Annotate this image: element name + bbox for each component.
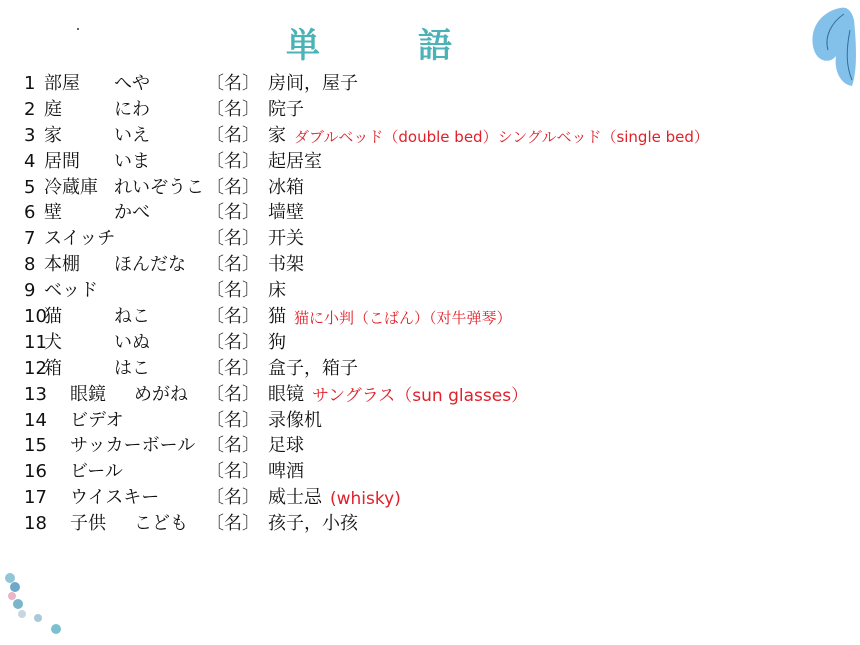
- vocab-row: [24, 97, 824, 123]
- vocab-row: [24, 511, 824, 537]
- vocab-meaning: 眼镜: [268, 383, 304, 405]
- vocab-part-of-speech: 〔名〕: [206, 73, 260, 94]
- vocab-part-of-speech: 〔名〕: [206, 487, 260, 509]
- vocab-word: 壁: [44, 202, 62, 224]
- vocab-word: スイッチ: [44, 228, 116, 250]
- vocab-word: 猫: [44, 306, 62, 328]
- vocab-meaning: 狗: [268, 331, 286, 353]
- vocab-reading: へや: [114, 73, 150, 94]
- vocab-row: [24, 485, 824, 511]
- vocab-row: [24, 330, 824, 356]
- vocab-number: 18: [24, 513, 47, 535]
- vocab-row: [24, 459, 824, 485]
- vocab-meaning: 书架: [268, 254, 304, 276]
- vocab-word: ビデオ: [70, 409, 124, 431]
- vocab-row: [24, 278, 824, 304]
- vocab-number: 3: [24, 124, 36, 146]
- vocab-word: 犬: [44, 331, 62, 353]
- vocab-word: 子供: [70, 513, 106, 535]
- vocab-meaning: 起居室: [268, 150, 322, 172]
- vocab-number: 10: [24, 306, 47, 328]
- page-title-right: 語: [418, 26, 452, 66]
- vocab-reading: かべ: [114, 202, 150, 224]
- vocab-row: [24, 433, 824, 459]
- vocab-word: ビール: [70, 461, 123, 483]
- vocab-number: 11: [24, 331, 47, 353]
- vocab-reading: いえ: [114, 124, 150, 146]
- vocab-note: (whisky): [330, 489, 401, 510]
- vocab-number: 13: [24, 383, 47, 405]
- vocab-reading: いぬ: [114, 331, 150, 353]
- vocab-word: 眼鏡: [70, 383, 106, 405]
- vocab-word: 居間: [44, 150, 80, 172]
- vocab-row: [24, 252, 824, 278]
- vocab-word: サッカーボール: [70, 435, 196, 457]
- vocab-reading: はこ: [114, 357, 150, 379]
- vocab-part-of-speech: 〔名〕: [206, 461, 260, 483]
- vocab-note: ダブルベッド（double bed）シングルベッド（single bed）: [294, 127, 709, 146]
- vocab-meaning: 床: [268, 280, 286, 302]
- vocab-number: 12: [24, 357, 47, 379]
- vocab-row: [24, 226, 824, 252]
- vocab-number: 17: [24, 487, 47, 509]
- vocab-part-of-speech: 〔名〕: [206, 357, 260, 379]
- vocab-word: ベッド: [44, 280, 98, 302]
- vocab-meaning: 猫: [268, 306, 286, 328]
- vocab-meaning: 啤酒: [268, 461, 304, 483]
- vocab-number: 6: [24, 202, 36, 224]
- vocab-meaning: 院子: [268, 98, 304, 120]
- vocab-part-of-speech: 〔名〕: [206, 228, 260, 250]
- vocab-part-of-speech: 〔名〕: [206, 98, 260, 120]
- vocab-meaning: 冰箱: [268, 176, 304, 198]
- vocab-word: 庭: [44, 98, 62, 120]
- vocab-reading: めがね: [134, 383, 188, 405]
- vocab-reading: れいぞうこ: [114, 176, 204, 198]
- vocab-word: 部屋: [44, 73, 80, 94]
- vocab-meaning: 家: [268, 124, 286, 146]
- vocab-note: サングラス（sun glasses）: [312, 385, 529, 406]
- vocab-number: 16: [24, 461, 47, 483]
- vocab-row: [24, 175, 824, 201]
- vocab-part-of-speech: 〔名〕: [206, 280, 260, 302]
- vocab-part-of-speech: 〔名〕: [206, 124, 260, 146]
- vocab-row: [24, 304, 824, 330]
- vocab-meaning: 盒子，箱子: [268, 357, 358, 379]
- vocabulary-list: [24, 71, 824, 537]
- vocab-number: 4: [24, 150, 36, 172]
- decorative-dot: [77, 28, 79, 30]
- vocab-row: [24, 123, 824, 149]
- vocab-part-of-speech: 〔名〕: [206, 306, 260, 328]
- decorative-beads-icon: [0, 570, 80, 645]
- vocab-reading: ねこ: [114, 306, 150, 328]
- vocab-word: 箱: [44, 357, 62, 379]
- vocab-number: 7: [24, 228, 36, 250]
- vocab-part-of-speech: 〔名〕: [206, 150, 260, 172]
- vocab-part-of-speech: 〔名〕: [206, 435, 260, 457]
- vocab-part-of-speech: 〔名〕: [206, 202, 260, 224]
- vocab-word: ウイスキー: [70, 487, 160, 509]
- vocab-part-of-speech: 〔名〕: [206, 513, 260, 535]
- vocab-meaning: 墙壁: [268, 202, 304, 224]
- vocab-part-of-speech: 〔名〕: [206, 383, 260, 405]
- vocab-number: 9: [24, 280, 36, 302]
- vocab-meaning: 孩子，小孩: [268, 513, 358, 535]
- vocab-part-of-speech: 〔名〕: [206, 331, 260, 353]
- vocab-row: [24, 149, 824, 175]
- vocab-reading: ほんだな: [114, 254, 186, 276]
- vocab-meaning: 足球: [268, 435, 304, 457]
- vocab-meaning: 录像机: [268, 409, 322, 431]
- vocab-meaning: 开关: [268, 228, 304, 250]
- vocab-part-of-speech: 〔名〕: [206, 176, 260, 198]
- vocab-row: [24, 382, 824, 408]
- vocab-row: [24, 200, 824, 226]
- vocab-number: 2: [24, 98, 36, 120]
- vocab-note: 猫に小判（こばん）（对牛弹琴）: [294, 309, 512, 328]
- vocab-reading: にわ: [114, 98, 150, 120]
- vocab-number: 5: [24, 176, 36, 198]
- vocab-part-of-speech: 〔名〕: [206, 254, 260, 276]
- vocab-word: 本棚: [44, 254, 80, 276]
- vocab-number: 1: [24, 73, 36, 94]
- vocab-number: 14: [24, 409, 47, 431]
- vocab-meaning: 威士忌: [268, 487, 322, 509]
- vocab-reading: いま: [114, 150, 150, 172]
- vocab-row: [24, 356, 824, 382]
- vocab-reading: こども: [134, 513, 188, 535]
- vocab-meaning: 房间，屋子: [268, 73, 358, 94]
- vocab-row: [24, 71, 824, 97]
- vocab-word: 家: [44, 124, 62, 146]
- vocab-word: 冷蔵庫: [44, 176, 98, 198]
- vocab-number: 8: [24, 254, 36, 276]
- vocab-number: 15: [24, 435, 47, 457]
- vocab-part-of-speech: 〔名〕: [206, 409, 260, 431]
- vocab-row: [24, 408, 824, 434]
- page-title-left: 単: [286, 26, 320, 66]
